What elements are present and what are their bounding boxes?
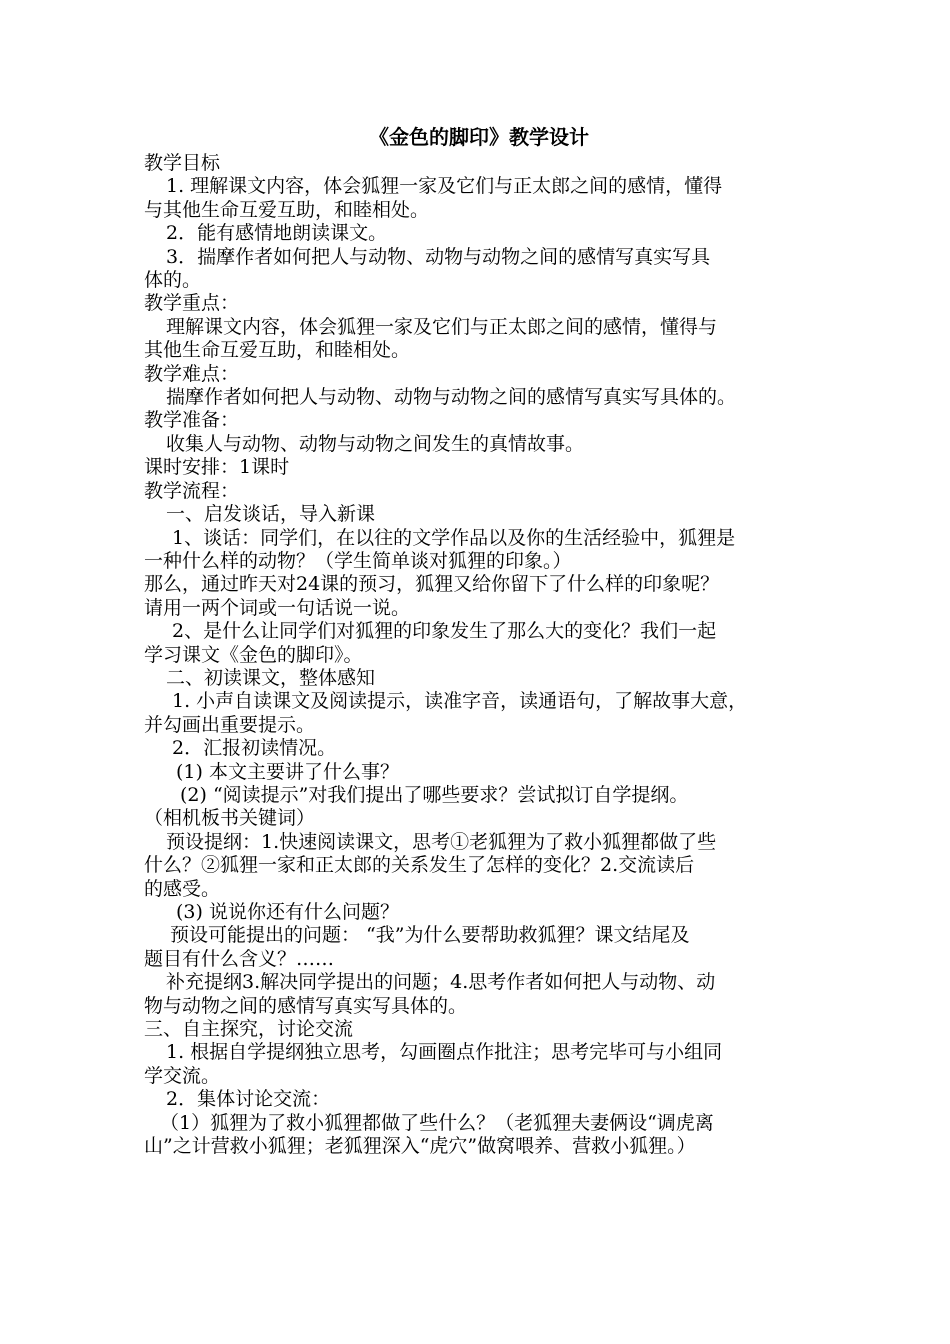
document-page — [144, 122, 814, 1158]
text-line: 什么？②狐狸一家和正太郎的关系发生了怎样的变化？2.交流读后 — [144, 854, 695, 877]
text-line: 请用一两个词或一句话说一说。 — [144, 596, 411, 619]
text-line: 其他生命互爱互助，和睦相处。 — [144, 339, 411, 362]
text-line: 山”之计营救小狐狸；老狐狸深入“虎穴”做窝喂养、营救小狐狸。） — [144, 1135, 696, 1158]
text-line: 并勾画出重要提示。 — [144, 713, 316, 736]
text-line: 2．集体讨论交流： — [166, 1088, 331, 1111]
text-line: 教学难点： — [144, 362, 240, 385]
text-line: 教学准备： — [144, 409, 240, 432]
text-line: 教学流程： — [144, 479, 240, 502]
text-line: 3．揣摩作者如何把人与动物、动物与动物之间的感情写真实写具 — [166, 245, 711, 268]
document-title: 《金色的脚印》教学设计 — [369, 125, 589, 149]
text-line: 1. 小声自读课文及阅读提示，读准字音，读通语句，了解故事大意， — [172, 690, 748, 713]
text-line: (2) “阅读提示”对我们提出了哪些要求？尝试拟订自学提纲。 — [180, 783, 689, 806]
document-body — [144, 152, 814, 1158]
text-line: 三、自主探究，讨论交流 — [144, 1018, 354, 1041]
text-line: (1) 本文主要讲了什么事？ — [176, 760, 399, 783]
text-line: 补充提纲3.解决同学提出的问题；4.思考作者如何把人与动物、动 — [166, 971, 716, 994]
text-line: 教学目标 — [144, 152, 221, 174]
text-line: 2．汇报初读情况。 — [172, 737, 337, 760]
text-line: 2．能有感情地朗读课文。 — [166, 222, 388, 245]
text-line: 体的。 — [144, 269, 202, 292]
text-line: 1. 根据自学提纲独立思考，勾画圈点作批注；思考完毕可与小组同 — [166, 1041, 723, 1064]
text-line: 物与动物之间的感情写真实写具体的。 — [144, 994, 468, 1017]
text-line: 教学重点： — [144, 292, 240, 315]
text-line: 揣摩作者如何把人与动物、动物与动物之间的感情写真实写具体的。 — [166, 386, 737, 409]
text-line: （相机板书关键词） — [144, 807, 316, 830]
text-line: 一、启发谈话，导入新课 — [166, 503, 376, 526]
text-line: 理解课文内容，体会狐狸一家及它们与正太郎之间的感情，懂得与 — [166, 315, 718, 338]
text-line: 二、初读课文，整体感知 — [166, 666, 376, 689]
text-line: （1）狐狸为了救小狐狸都做了些什么？（老狐狸夫妻俩设“调虎离 — [160, 1111, 714, 1134]
text-line: 一种什么样的动物？（学生简单谈对狐狸的印象。） — [144, 549, 572, 572]
text-line: 预设提纲：1.快速阅读课文，思考①老狐狸为了救小狐狸都做了些 — [166, 830, 717, 853]
text-line: 收集人与动物、动物与动物之间发生的真情故事。 — [166, 432, 585, 455]
text-line: 1、谈话：同学们，在以往的文学作品以及你的生活经验中，狐狸是 — [172, 526, 736, 549]
text-line: 题目有什么含义？…… — [144, 947, 335, 970]
text-line: 与其他生命互爱互助，和睦相处。 — [144, 198, 430, 221]
text-line: 课时安排：1课时 — [144, 456, 290, 479]
text-line: 那么，通过昨天对24课的预习，狐狸又给你留下了什么样的印象呢？ — [144, 573, 720, 596]
text-line: 预设可能提出的问题： “我”为什么要帮助救狐狸？课文结尾及 — [170, 924, 690, 947]
text-line: 学习课文《金色的脚印》。 — [144, 643, 363, 666]
text-line: (3) 说说你还有什么问题？ — [176, 901, 399, 923]
text-line: 1. 理解课文内容，体会狐狸一家及它们与正太郎之间的感情，懂得 — [166, 175, 723, 198]
text-line: 的感受。 — [144, 877, 221, 900]
text-line: 学交流。 — [144, 1064, 221, 1087]
text-line: 2、是什么让同学们对狐狸的印象发生了那么大的变化？我们一起 — [172, 620, 717, 643]
